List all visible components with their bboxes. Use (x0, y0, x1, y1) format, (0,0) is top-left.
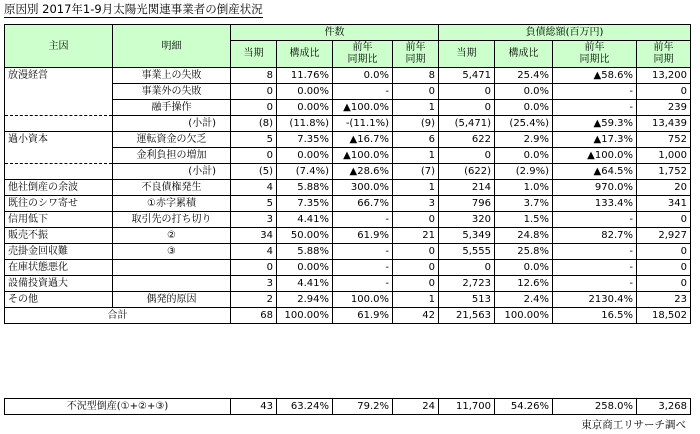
cell-debt-prev: 239 (637, 100, 691, 116)
summary-debt-prev: 3,268 (637, 399, 691, 415)
summary-count-current: 43 (231, 399, 277, 415)
summary-debt-ratio: 54.26% (495, 399, 553, 415)
cell-main-cause (5, 116, 113, 132)
cell-debt-ratio: 1.0% (495, 180, 553, 196)
cell-count-yoy: 0.0% (333, 68, 393, 84)
cell-main-cause: 放漫経営 (5, 68, 113, 84)
cell-detail: 取引先の打ち切り (113, 212, 231, 228)
cell-debt-yoy: 970.0% (553, 180, 637, 196)
cell-count-ratio: 50.00% (277, 228, 333, 244)
cell-debt-ratio: 25.8% (495, 244, 553, 260)
cell-count-current: 0 (231, 260, 277, 276)
cell-count-prev: 0 (393, 84, 439, 100)
cell-count-ratio: 4.41% (277, 276, 333, 292)
cell-detail (113, 276, 231, 292)
cell-count-ratio: 0.00% (277, 84, 333, 100)
cell-count-ratio: (11.8%) (277, 116, 333, 132)
cell-count-prev: 21 (393, 228, 439, 244)
page-title (4, 2, 263, 17)
cell-main-cause: 販売不振 (5, 228, 113, 244)
subtotal-row (5, 164, 691, 180)
cell-debt-yoy: - (553, 100, 637, 116)
table-row (5, 212, 691, 228)
table-row (5, 68, 691, 84)
cell-count-current: 3 (231, 212, 277, 228)
cell-debt-ratio: 1.5% (495, 212, 553, 228)
cell-detail: ①赤字累積 (113, 196, 231, 212)
summary-table (4, 398, 691, 415)
summary-debt-yoy: 258.0% (553, 399, 637, 415)
cell-debt-yoy: ▲58.6% (553, 68, 637, 84)
table-row (5, 292, 691, 308)
cell-debt-prev: 13,439 (637, 116, 691, 132)
header-count-yoy: 前年 同期比 (333, 41, 393, 68)
table-row (5, 276, 691, 292)
cell-main-cause (5, 100, 113, 116)
cell-detail (113, 260, 231, 276)
cell-count-yoy: -(11.1%) (333, 116, 393, 132)
header-debt-current: 当期 (439, 41, 495, 68)
header-debt-ratio: 構成比 (495, 41, 553, 68)
cell-debt-current: 320 (439, 212, 495, 228)
cell-debt-current: 214 (439, 180, 495, 196)
cell-count-ratio: (7.4%) (277, 164, 333, 180)
cell-count-prev: 0 (393, 244, 439, 260)
source-note: 東京商工リサーチ調べ (581, 419, 686, 431)
cell-main-cause: 売掛金回収難 (5, 244, 113, 260)
cell-debt-current: 622 (439, 132, 495, 148)
cell-count-ratio: 5.88% (277, 180, 333, 196)
cell-count-ratio: 5.88% (277, 244, 333, 260)
cell-debt-current: (5,471) (439, 116, 495, 132)
table-row (5, 100, 691, 116)
cell-debt-current: (622) (439, 164, 495, 180)
cell-count-current: 4 (231, 180, 277, 196)
cell-count-ratio: 4.41% (277, 212, 333, 228)
table-row (5, 244, 691, 260)
cell-count-yoy: ▲100.0% (333, 100, 393, 116)
cell-count-ratio: 0.00% (277, 148, 333, 164)
cell-count-current: (8) (231, 116, 277, 132)
cell-debt-prev: 752 (637, 132, 691, 148)
cell-debt-ratio: (2.9%) (495, 164, 553, 180)
table-row (5, 180, 691, 196)
cell-count-current: 0 (231, 100, 277, 116)
cell-debt-current: 5,555 (439, 244, 495, 260)
total-count-prev: 42 (393, 308, 439, 324)
cell-detail: 事業上の失敗 (113, 68, 231, 84)
cell-debt-current: 0 (439, 260, 495, 276)
cell-count-yoy: - (333, 260, 393, 276)
header-count-group: 件数 (231, 25, 439, 41)
cell-debt-ratio: 0.0% (495, 84, 553, 100)
cell-debt-yoy: ▲59.3% (553, 116, 637, 132)
cell-count-prev: 8 (393, 68, 439, 84)
cell-debt-yoy: - (553, 244, 637, 260)
cell-count-yoy: 300.0% (333, 180, 393, 196)
header-count-current: 当期 (231, 41, 277, 68)
cell-debt-prev: 1,000 (637, 148, 691, 164)
cell-count-prev: (7) (393, 164, 439, 180)
cell-count-current: 0 (231, 148, 277, 164)
cell-count-prev: 0 (393, 212, 439, 228)
summary-count-prev: 24 (393, 399, 439, 415)
header-count-prev: 前年 同期 (393, 41, 439, 68)
summary-count-yoy: 79.2% (333, 399, 393, 415)
cell-debt-yoy: - (553, 260, 637, 276)
total-count-yoy: 61.9% (333, 308, 393, 324)
cell-count-prev: 1 (393, 180, 439, 196)
cell-debt-current: 796 (439, 196, 495, 212)
cell-debt-ratio: 0.0% (495, 148, 553, 164)
cell-count-ratio: 11.76% (277, 68, 333, 84)
bankruptcy-cause-table (4, 24, 691, 324)
subtotal-row (5, 116, 691, 132)
total-debt-current: 21,563 (439, 308, 495, 324)
cell-debt-yoy: - (553, 276, 637, 292)
cell-count-ratio: 0.00% (277, 100, 333, 116)
cell-count-current: 8 (231, 68, 277, 84)
cell-detail: (小計) (113, 164, 231, 180)
cell-debt-prev: 23 (637, 292, 691, 308)
cell-debt-prev: 0 (637, 260, 691, 276)
summary-debt-current: 11,700 (439, 399, 495, 415)
cell-debt-yoy: 133.4% (553, 196, 637, 212)
header-debt-group: 負債総額(百万円) (439, 25, 691, 41)
cell-debt-ratio: 12.6% (495, 276, 553, 292)
cell-main-cause: 信用低下 (5, 212, 113, 228)
total-count-current: 68 (231, 308, 277, 324)
table-row (5, 196, 691, 212)
cell-debt-current: 0 (439, 84, 495, 100)
cell-debt-ratio: 24.8% (495, 228, 553, 244)
cell-count-yoy: - (333, 84, 393, 100)
total-debt-prev: 18,502 (637, 308, 691, 324)
header-main-cause: 主因 (5, 25, 113, 68)
cell-detail: 不良債権発生 (113, 180, 231, 196)
cell-count-current: 4 (231, 244, 277, 260)
cell-count-prev: 6 (393, 132, 439, 148)
cell-main-cause (5, 164, 113, 180)
cell-debt-prev: 341 (637, 196, 691, 212)
summary-row (5, 399, 691, 415)
cell-debt-current: 513 (439, 292, 495, 308)
header-detail: 明細 (113, 25, 231, 68)
cell-count-yoy: 100.0% (333, 292, 393, 308)
cell-debt-prev: 20 (637, 180, 691, 196)
cell-debt-yoy: - (553, 84, 637, 100)
page-title-text: 原因別 2017年1-9月太陽光関連事業者の倒産状況 (4, 2, 263, 16)
cell-count-prev: 1 (393, 148, 439, 164)
cell-debt-ratio: 2.4% (495, 292, 553, 308)
cell-debt-current: 0 (439, 100, 495, 116)
cell-count-yoy: ▲100.0% (333, 148, 393, 164)
cell-debt-prev: 2,927 (637, 228, 691, 244)
cell-debt-prev: 0 (637, 84, 691, 100)
cell-count-yoy: ▲28.6% (333, 164, 393, 180)
table-row (5, 148, 691, 164)
cell-count-prev: 1 (393, 292, 439, 308)
header-count-ratio: 構成比 (277, 41, 333, 68)
summary-label: 不況型倒産(①+②+③) (5, 399, 231, 415)
cell-count-yoy: ▲16.7% (333, 132, 393, 148)
header-row-top (5, 25, 691, 41)
cell-count-prev: (9) (393, 116, 439, 132)
cell-count-yoy: - (333, 244, 393, 260)
cell-count-yoy: - (333, 276, 393, 292)
cell-count-current: 3 (231, 276, 277, 292)
table-row (5, 260, 691, 276)
cell-debt-yoy: ▲17.3% (553, 132, 637, 148)
cell-count-prev: 0 (393, 276, 439, 292)
cell-count-ratio: 2.94% (277, 292, 333, 308)
total-debt-ratio: 100.00% (495, 308, 553, 324)
cell-count-prev: 0 (393, 260, 439, 276)
cell-count-ratio: 0.00% (277, 260, 333, 276)
cell-debt-ratio: 0.0% (495, 100, 553, 116)
cell-main-cause: 設備投資過大 (5, 276, 113, 292)
cell-debt-current: 0 (439, 148, 495, 164)
cell-debt-yoy: - (553, 212, 637, 228)
cell-debt-prev: 13,200 (637, 68, 691, 84)
cell-debt-yoy: ▲100.0% (553, 148, 637, 164)
table-row (5, 84, 691, 100)
cell-count-current: 34 (231, 228, 277, 244)
total-count-ratio: 100.00% (277, 308, 333, 324)
cell-main-cause: 在庫状態悪化 (5, 260, 113, 276)
cell-count-current: 5 (231, 196, 277, 212)
total-label: 合計 (5, 308, 231, 324)
cell-debt-yoy: 82.7% (553, 228, 637, 244)
cell-main-cause: 過小資本 (5, 132, 113, 148)
cell-debt-yoy: 2130.4% (553, 292, 637, 308)
cell-count-yoy: 61.9% (333, 228, 393, 244)
table-row (5, 228, 691, 244)
cell-detail: 運転資金の欠乏 (113, 132, 231, 148)
cell-main-cause: 他社倒産の余波 (5, 180, 113, 196)
cell-detail: (小計) (113, 116, 231, 132)
cell-count-prev: 3 (393, 196, 439, 212)
cell-count-current: 2 (231, 292, 277, 308)
cell-debt-ratio: 2.9% (495, 132, 553, 148)
cell-count-yoy: - (333, 212, 393, 228)
cell-debt-ratio: (25.4%) (495, 116, 553, 132)
cell-detail: 金利負担の増加 (113, 148, 231, 164)
cell-count-ratio: 7.35% (277, 196, 333, 212)
cell-count-yoy: 66.7% (333, 196, 393, 212)
total-debt-yoy: 16.5% (553, 308, 637, 324)
cell-debt-ratio: 3.7% (495, 196, 553, 212)
cell-debt-prev: 0 (637, 276, 691, 292)
cell-debt-ratio: 25.4% (495, 68, 553, 84)
summary-count-ratio: 63.24% (277, 399, 333, 415)
total-row (5, 308, 691, 324)
cell-detail: ③ (113, 244, 231, 260)
cell-debt-ratio: 0.0% (495, 260, 553, 276)
cell-debt-prev: 1,752 (637, 164, 691, 180)
cell-count-current: 5 (231, 132, 277, 148)
cell-debt-current: 5,471 (439, 68, 495, 84)
cell-main-cause: 既往のシワ寄せ (5, 196, 113, 212)
cell-detail: 融手操作 (113, 100, 231, 116)
cell-main-cause: その他 (5, 292, 113, 308)
cell-debt-prev: 0 (637, 244, 691, 260)
cell-count-ratio: 7.35% (277, 132, 333, 148)
cell-count-prev: 1 (393, 100, 439, 116)
cell-count-current: (5) (231, 164, 277, 180)
cell-main-cause (5, 148, 113, 164)
cell-debt-prev: 0 (637, 212, 691, 228)
cell-debt-yoy: ▲64.5% (553, 164, 637, 180)
table-row (5, 132, 691, 148)
cell-main-cause (5, 84, 113, 100)
header-debt-yoy: 前年 同期比 (553, 41, 637, 68)
cell-debt-current: 2,723 (439, 276, 495, 292)
header-debt-prev: 前年 同期 (637, 41, 691, 68)
cell-detail: ② (113, 228, 231, 244)
cell-count-current: 0 (231, 84, 277, 100)
cell-detail: 偶発的原因 (113, 292, 231, 308)
cell-debt-current: 5,349 (439, 228, 495, 244)
cell-detail: 事業外の失敗 (113, 84, 231, 100)
